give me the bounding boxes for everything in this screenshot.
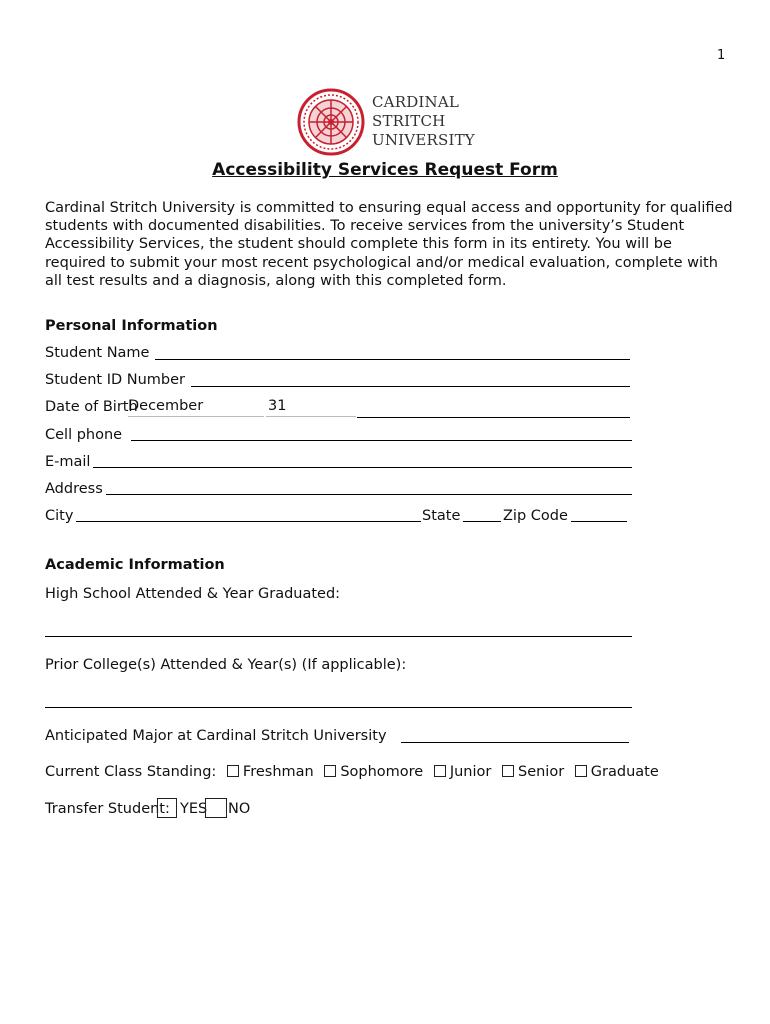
standing-option-graduate[interactable]: Graduate <box>575 764 659 780</box>
logo-line-3: UNIVERSITY <box>372 131 475 149</box>
major-field[interactable] <box>401 742 629 743</box>
checkbox-icon[interactable] <box>324 765 336 777</box>
personal-info-heading: Personal Information <box>45 318 218 334</box>
class-standing-row <box>45 763 659 781</box>
city-field[interactable] <box>76 521 421 522</box>
address-field[interactable] <box>106 494 632 495</box>
city-label: City <box>45 508 74 524</box>
dob-month-underline <box>128 416 264 417</box>
transfer-no-checkbox[interactable] <box>205 798 227 818</box>
transfer-yes-checkbox[interactable] <box>157 798 177 818</box>
cell-phone-label: Cell phone <box>45 427 123 443</box>
standing-option-senior[interactable]: Senior <box>502 764 564 780</box>
high-school-label: High School Attended & Year Graduated: <box>45 586 341 602</box>
dob-label: Date of Birth <box>45 399 138 415</box>
state-field[interactable] <box>463 521 501 522</box>
dob-day-field[interactable]: 31 <box>268 398 287 414</box>
standing-option-junior[interactable]: Junior <box>434 764 492 780</box>
zip-field[interactable] <box>571 521 627 522</box>
state-label: State <box>422 508 461 524</box>
high-school-field[interactable] <box>45 636 632 637</box>
cell-phone-field[interactable] <box>131 440 632 441</box>
class-standing-label: Current Class Standing: <box>45 764 217 780</box>
prior-college-field[interactable] <box>45 707 632 708</box>
transfer-no-label: NO <box>228 801 251 817</box>
email-label: E-mail <box>45 454 91 470</box>
transfer-student-label: Transfer Student: <box>45 801 170 817</box>
prior-college-label: Prior College(s) Attended & Year(s) (If applicable): <box>45 657 407 673</box>
university-seal-logo <box>297 88 365 156</box>
transfer-yes-label: YES <box>180 801 208 817</box>
checkbox-icon[interactable] <box>575 765 587 777</box>
standing-option-freshman[interactable]: Freshman <box>227 764 314 780</box>
student-id-label: Student ID Number <box>45 372 185 388</box>
logo-line-1: CARDINAL <box>372 93 460 111</box>
standing-option-sophomore[interactable]: Sophomore <box>324 764 423 780</box>
student-name-field[interactable] <box>155 359 630 360</box>
dob-day-underline <box>266 416 356 417</box>
dob-year-field[interactable] <box>357 417 630 418</box>
email-field[interactable] <box>93 467 632 468</box>
page-number: 1 <box>717 48 726 63</box>
major-label: Anticipated Major at Cardinal Stritch University <box>45 728 387 744</box>
student-id-field[interactable] <box>191 386 630 387</box>
checkbox-icon[interactable] <box>502 765 514 777</box>
checkbox-icon[interactable] <box>227 765 239 777</box>
logo-line-2: STRITCH <box>372 112 446 130</box>
dob-month-field[interactable]: December <box>128 398 204 414</box>
address-label: Address <box>45 481 103 497</box>
zip-label: Zip Code <box>503 508 568 524</box>
form-title: Accessibility Services Request Form <box>212 160 558 180</box>
academic-info-heading: Academic Information <box>45 557 225 573</box>
checkbox-icon[interactable] <box>434 765 446 777</box>
intro-paragraph: Cardinal Stritch University is committed to ensuring equal access and opportunity for qualified students with documented disabilities. To receive services from the university’s Student Accessibility Services, the student should complete this form in its entirety. You will be required to submit your most recent psychological and/or medical evaluation, complete with all test results and a diagnosis, along with this completed form. <box>45 200 733 289</box>
university-wordmark <box>372 93 475 150</box>
student-name-label: Student Name <box>45 345 150 361</box>
